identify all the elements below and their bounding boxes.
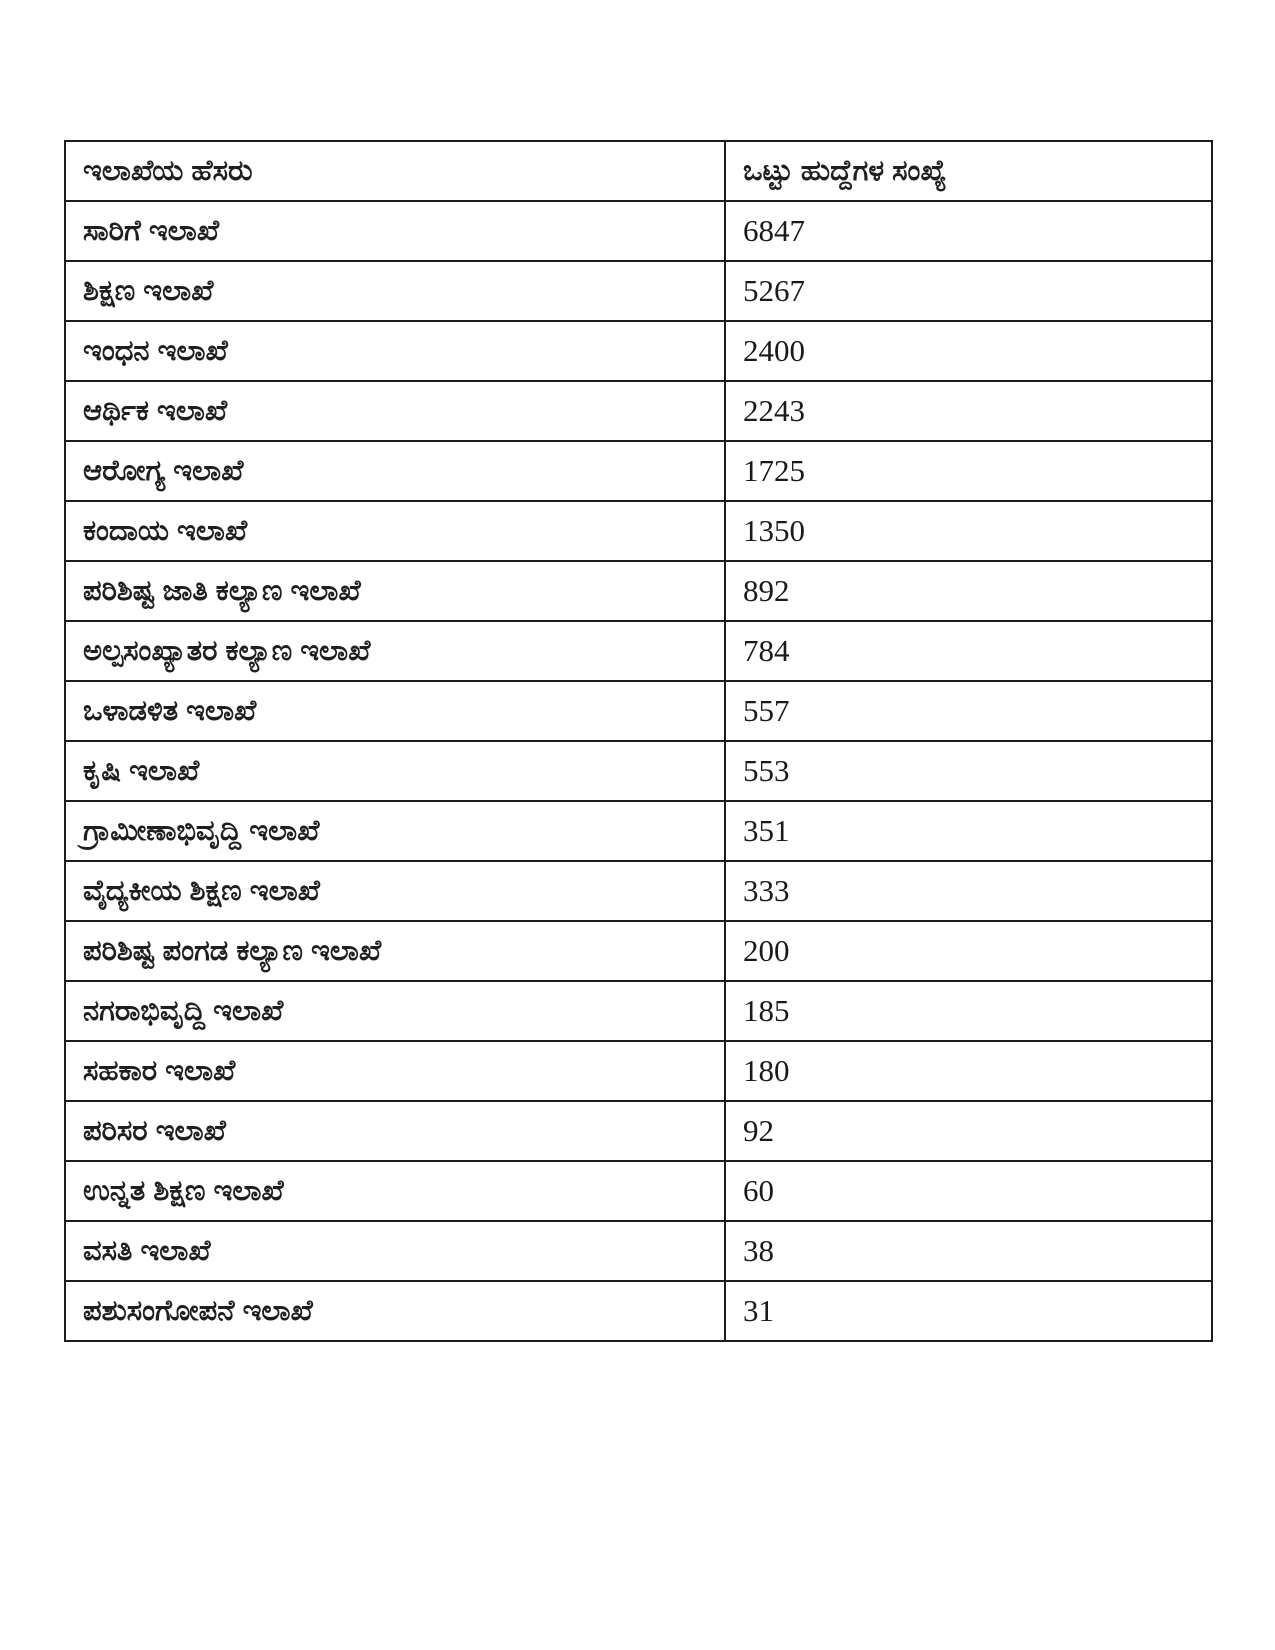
table-row [65,981,1212,1041]
department-name-cell: ಪರಿಶಿಷ್ಟ ಪಂಗಡ ಕಲ್ಯಾಣ ಇಲಾಖೆ [65,921,725,981]
department-name-cell: ಆರ್ಥಿಕ ಇಲಾಖೆ [65,381,725,441]
posts-count-cell: 38 [725,1221,1212,1281]
table-row [65,741,1212,801]
posts-count-cell: 333 [725,861,1212,921]
department-name-cell: ಗ್ರಾಮೀಣಾಭಿವೃದ್ದಿ ಇಲಾಖೆ [65,801,725,861]
department-name-cell: ವೈದ್ಯಕೀಯ ಶಿಕ್ಷಣ ಇಲಾಖೆ [65,861,725,921]
table-row [65,1221,1212,1281]
total-posts-header-cell: ಒಟ್ಟು ಹುದ್ದೆಗಳ ಸಂಖ್ಯೆ [725,141,1212,201]
department-name-cell: ಕಂದಾಯ ಇಲಾಖೆ [65,501,725,561]
table-row [65,861,1212,921]
table-row [65,1101,1212,1161]
table-row [65,201,1212,261]
department-name-cell: ಒಳಾಡಳಿತ ಇಲಾಖೆ [65,681,725,741]
posts-count-cell: 185 [725,981,1212,1041]
posts-count-cell: 200 [725,921,1212,981]
posts-count-cell: 1350 [725,501,1212,561]
department-name-cell: ಪರಿಸರ ಇಲಾಖೆ [65,1101,725,1161]
table-row [65,921,1212,981]
table-row [65,1041,1212,1101]
department-name-cell: ಉನ್ನತ ಶಿಕ್ಷಣ ಇಲಾಖೆ [65,1161,725,1221]
table-row [65,261,1212,321]
posts-count-cell: 31 [725,1281,1212,1341]
posts-count-cell: 92 [725,1101,1212,1161]
department-name-cell: ಸಾರಿಗೆ ಇಲಾಖೆ [65,201,725,261]
department-name-cell: ನಗರಾಭಿವೃದ್ದಿ ಇಲಾಖೆ [65,981,725,1041]
table-header-row [65,141,1212,201]
table-body [65,201,1212,1341]
table-row [65,381,1212,441]
posts-count-cell: 6847 [725,201,1212,261]
posts-count-cell: 557 [725,681,1212,741]
posts-count-cell: 2400 [725,321,1212,381]
department-name-header-cell: ಇಲಾಖೆಯ ಹೆಸರು [65,141,725,201]
posts-count-cell: 784 [725,621,1212,681]
department-name-cell: ಶಿಕ್ಷಣ ಇಲಾಖೆ [65,261,725,321]
department-name-cell: ಆರೋಗ್ಯ ಇಲಾಖೆ [65,441,725,501]
departments-posts-table [64,140,1213,1342]
table-row [65,801,1212,861]
posts-count-cell: 180 [725,1041,1212,1101]
department-name-cell: ಸಹಕಾರ ಇಲಾಖೆ [65,1041,725,1101]
posts-count-cell: 351 [725,801,1212,861]
posts-count-cell: 1725 [725,441,1212,501]
table-row [65,1161,1212,1221]
table-row [65,561,1212,621]
department-name-cell: ಪರಿಶಿಷ್ಟ ಜಾತಿ ಕಲ್ಯಾಣ ಇಲಾಖೆ [65,561,725,621]
posts-count-cell: 2243 [725,381,1212,441]
table-row [65,321,1212,381]
table-row [65,1281,1212,1341]
table-row [65,621,1212,681]
posts-count-cell: 892 [725,561,1212,621]
department-name-cell: ಇಂಧನ ಇಲಾಖೆ [65,321,725,381]
department-name-cell: ವಸತಿ ಇಲಾಖೆ [65,1221,725,1281]
posts-count-cell: 60 [725,1161,1212,1221]
table-row [65,681,1212,741]
table-row [65,501,1212,561]
posts-count-cell: 553 [725,741,1212,801]
department-name-cell: ಅಲ್ಪಸಂಖ್ಯಾತರ ಕಲ್ಯಾಣ ಇಲಾಖೆ [65,621,725,681]
department-name-cell: ಪಶುಸಂಗೋಪನೆ ಇಲಾಖೆ [65,1281,725,1341]
table-row [65,441,1212,501]
posts-count-cell: 5267 [725,261,1212,321]
department-name-cell: ಕೃಷಿ ಇಲಾಖೆ [65,741,725,801]
